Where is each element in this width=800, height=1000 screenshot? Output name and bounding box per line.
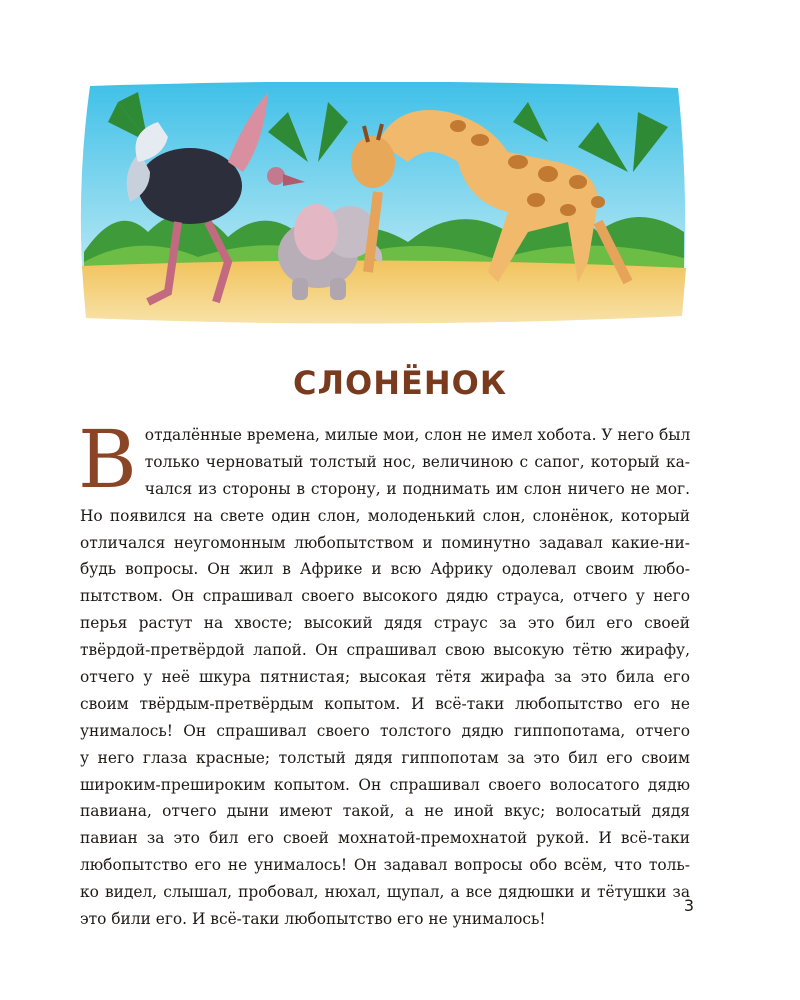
text-line: ко видел, слышал, пробовал, нюхал, щупал, а все дядюшки и тётушки за (80, 883, 690, 902)
text-line: у него глаза красные; толстый дядя гиппопотам за это бил его своим (80, 748, 690, 767)
text-line: широким-прешироким копытом. Он спрашивал своего волосатого дядю (80, 775, 690, 794)
text-line: это били его. И всё-таки любопытство его не унималось! (80, 910, 546, 929)
text-line: отчего у неё шкура пятнистая; высокая тётя жирафа за это била его (80, 668, 690, 687)
text-line: унималось! Он спрашивал своего толстого дядю гиппопотама, отчего (80, 721, 690, 740)
text-line: любопытство его не унималось! Он задавал вопросы обо всём, что толь- (80, 856, 690, 875)
text-line: отличался неугомонным любопытством и поминутно задавал какие-ни- (80, 533, 690, 552)
text-line: своим твёрдым-претвёрдым копытом. И всё-таки любопытство его не (80, 694, 690, 713)
text-line: отдалённые времена, милые мои, слон не имел хобота. У него был (144, 426, 690, 444)
text-line: павиан за это бил его своей мохнатой-премохнатой рукой. И всё-таки (80, 829, 690, 848)
chapter-title: СЛОНЁНОК (292, 364, 508, 402)
text-line: только черноватый толстый нос, величиною с сапог, который ка- (144, 452, 690, 471)
story-text (78, 413, 690, 933)
text-line: Но появился на свете один слон, молоденький слон, слонёнок, который (80, 506, 690, 525)
text-line: чался из стороны в сторону, и поднимать им слон ничего не мог. (144, 479, 690, 498)
text-line: перья растут на хвосте; высокий дядя страус за это бил его своей (80, 614, 690, 633)
text-line: твёрдой-претвёрдой лапой. Он спрашивал свою высокую тётю жирафу, (80, 641, 690, 660)
text-line: будь вопросы. Он жил в Африке и всю Африку одолевал своим любо- (80, 560, 690, 579)
text-line: пытством. Он спрашивал своего высокого дядю страуса, отчего у него (80, 587, 690, 606)
drop-cap: В (78, 413, 137, 506)
text-line: павиана, отчего дыни имеют такой, а не иной вкус; волосатый дядя (80, 802, 690, 821)
illustration-ostrich-elephant-giraffe (78, 82, 690, 326)
page-number: 3 (683, 896, 694, 915)
